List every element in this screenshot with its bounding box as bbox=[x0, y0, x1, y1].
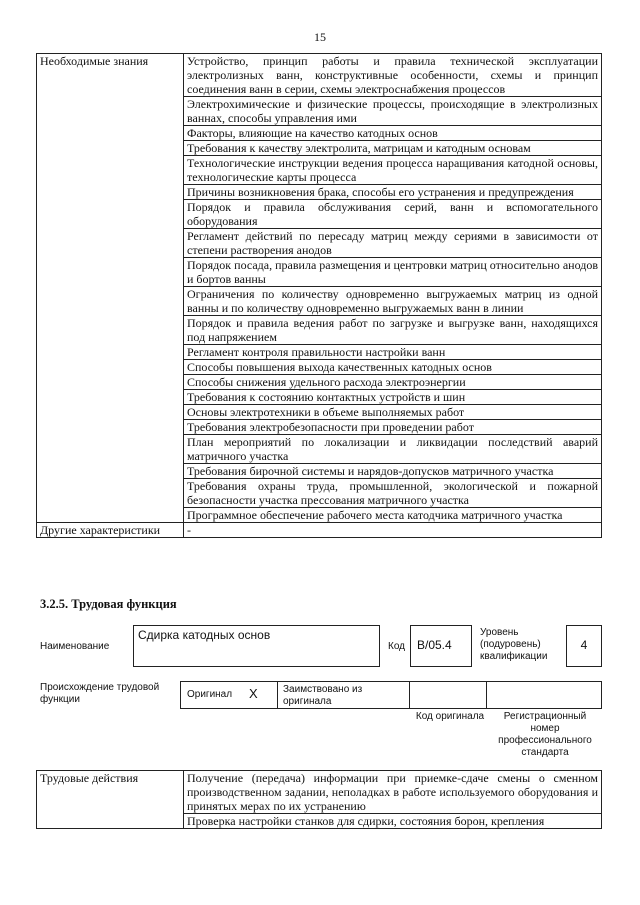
knowledge-item: Причины возникновения брака, способы его устранения и предупреждения bbox=[184, 185, 602, 200]
knowledge-item: Способы снижения удельного расхода электроэнергии bbox=[184, 375, 602, 390]
divider bbox=[277, 682, 278, 708]
name-value: Сдирка катодных основ bbox=[138, 628, 271, 642]
origin-box bbox=[180, 681, 602, 709]
level-value: 4 bbox=[580, 638, 588, 652]
knowledge-item: Ограничения по количеству одновременно выгружаемых матриц из одной ванны и по количеству одновременно выгружаемых ванн в линии bbox=[184, 287, 602, 316]
table-row bbox=[37, 54, 602, 97]
other-label: Другие характеристики bbox=[37, 523, 184, 538]
table-row bbox=[37, 771, 602, 814]
original-label: Оригинал bbox=[187, 689, 233, 700]
page-number: 15 bbox=[314, 30, 326, 44]
knowledge-item: Электрохимические и физические процессы, происходящие в электролизных ваннах, способы управления ими bbox=[184, 97, 602, 126]
other-value: - bbox=[184, 523, 602, 538]
reg-caption: Регистрационный номер профессионального стандарта bbox=[498, 711, 592, 758]
knowledge-item: Требования электробезопасности при проведении работ bbox=[184, 420, 602, 435]
actions-table bbox=[36, 770, 602, 829]
knowledge-item: Факторы, влияющие на качество катодных основ bbox=[184, 126, 602, 141]
knowledge-item: План мероприятий по локализации и ликвидации последствий аварий матричного участка bbox=[184, 435, 602, 464]
name-box bbox=[133, 625, 380, 667]
code-caption: Код оригинала bbox=[415, 711, 485, 722]
knowledge-item: Программное обеспечение рабочего места катодчика матричного участка bbox=[184, 508, 602, 523]
knowledge-item: Требования к качеству электролита, матрицам и катодным основам bbox=[184, 141, 602, 156]
knowledge-item: Порядок и правила ведения работ по загрузке и выгрузке ванн, находящихся под напряжением bbox=[184, 316, 602, 345]
original-mark: Х bbox=[249, 686, 258, 701]
borrowed-label: Заимствовано из оригинала bbox=[283, 684, 363, 707]
knowledge-item: Способы повышения выхода качественных катодных основ bbox=[184, 360, 602, 375]
section-title: 3.2.5. Трудовая функция bbox=[40, 597, 177, 611]
knowledge-item: Порядок посада, правила размещения и центровки матриц относительно анодов и бортов ванны bbox=[184, 258, 602, 287]
origin-label: Происхождение трудовой функции bbox=[40, 682, 160, 705]
level-label: Уровень (подуровень) квалификации bbox=[480, 627, 548, 662]
knowledge-item: Требования к состоянию контактных устройств и шин bbox=[184, 390, 602, 405]
knowledge-table bbox=[36, 53, 602, 538]
knowledge-item: Регламент действий по пересаду матриц между сериями в зависимости от степени растворения анодов bbox=[184, 229, 602, 258]
divider bbox=[409, 682, 410, 708]
actions-label: Трудовые действия bbox=[37, 771, 184, 829]
knowledge-item: Устройство, принцип работы и правила технической эксплуатации электролизных ванн, конструктивные особенности, схемы и принцип соединения ванн в серии, схемы электроснабжения процессов bbox=[184, 54, 602, 97]
knowledge-label: Необходимые знания bbox=[37, 54, 184, 523]
action-item: Получение (передача) информации при приемке-сдаче смены о сменном производственном задании, неполадках в работе используемого оборудования и принятых мерах по их устранению bbox=[184, 771, 602, 814]
code-box bbox=[410, 625, 472, 667]
knowledge-item: Регламент контроля правильности настройки ванн bbox=[184, 345, 602, 360]
knowledge-item: Требования охраны труда, промышленной, экологической и пожарной безопасности участка прессования матричного участка bbox=[184, 479, 602, 508]
divider bbox=[486, 682, 487, 708]
knowledge-item: Основы электротехники в объеме выполняемых работ bbox=[184, 405, 602, 420]
table-row bbox=[37, 523, 602, 538]
code-value: В/05.4 bbox=[417, 638, 452, 652]
knowledge-item: Технологические инструкции ведения процесса наращивания катодной основы, технологические карты процесса bbox=[184, 156, 602, 185]
name-label: Наименование bbox=[40, 641, 110, 652]
knowledge-item: Требования бирочной системы и нарядов-допусков матричного участка bbox=[184, 464, 602, 479]
action-item: Проверка настройки станков для сдирки, состояния борон, крепления bbox=[184, 814, 602, 829]
code-label: Код bbox=[388, 641, 406, 652]
knowledge-item: Порядок и правила обслуживания серий, ванн и вспомогательного оборудования bbox=[184, 200, 602, 229]
level-box bbox=[566, 625, 602, 667]
